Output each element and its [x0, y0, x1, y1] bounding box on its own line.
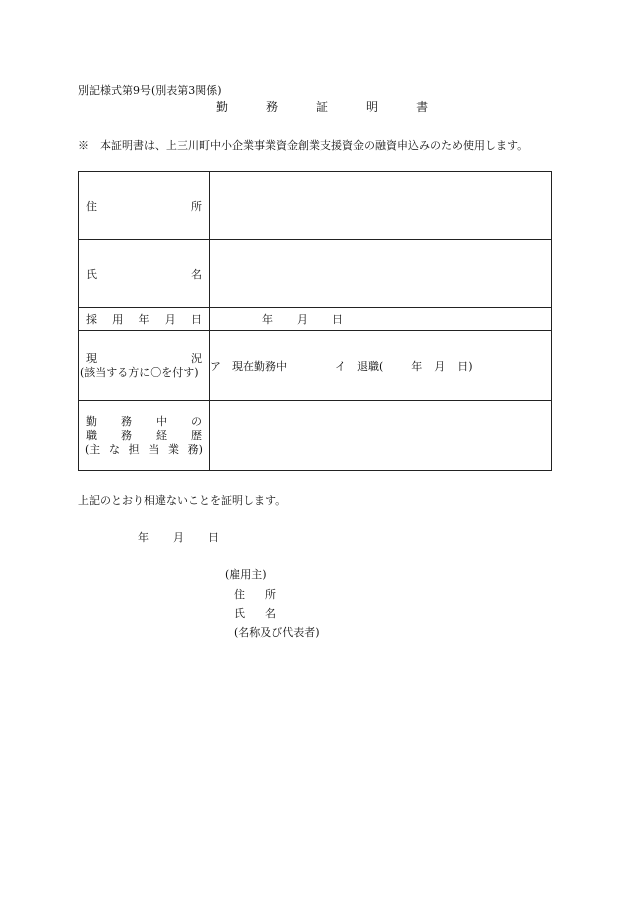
date-unit: 日 — [332, 313, 343, 326]
label-char: 採 — [86, 313, 97, 326]
label-char: 職 — [86, 428, 97, 442]
name-field[interactable] — [210, 240, 552, 308]
date-unit: 年 — [138, 531, 149, 544]
date-unit: 月 — [173, 531, 184, 544]
title-char: 明 — [366, 100, 379, 114]
label-char: 年 — [138, 313, 150, 326]
employer-name-note: (名称及び代表者) — [234, 626, 320, 639]
label-char: 住 — [234, 588, 245, 601]
label-char: (主 — [85, 442, 101, 456]
form-number: 別記様式第9号(別表第3関係) — [78, 84, 222, 97]
date-unit: 年 — [262, 313, 273, 326]
certificate-table — [78, 171, 552, 471]
title-char: 証 — [316, 100, 329, 114]
label-char: 所 — [265, 588, 276, 601]
table-row — [79, 172, 552, 240]
status-option-retired[interactable]: イ 退職( — [335, 359, 384, 373]
label-char: 名 — [191, 267, 202, 281]
label-char: 況 — [191, 351, 202, 365]
table-row — [79, 331, 552, 401]
label-char: 務) — [187, 442, 203, 456]
employer-heading: (雇用主) — [225, 568, 267, 581]
status-label-cell — [79, 331, 210, 401]
label-char: の — [191, 414, 202, 428]
label-char: 務 — [121, 414, 132, 428]
label-char: 月 — [164, 313, 176, 326]
label-char: 担 — [128, 442, 140, 456]
label-char: 勤 — [86, 414, 97, 428]
label-char: 用 — [112, 313, 124, 326]
label-char: 務 — [121, 428, 132, 442]
label-char: 住 — [86, 199, 97, 213]
label-char: 氏 — [86, 267, 97, 281]
hire-date-label-cell — [79, 308, 210, 331]
date-unit: 月 — [297, 313, 308, 326]
career-label-cell — [79, 401, 210, 471]
usage-note: ※ 本証明書は、上三川町中小企業事業資金創業支援資金の融資申込みのため使用します。 — [78, 139, 529, 152]
employer-address[interactable] — [234, 586, 276, 602]
date-unit: 月 — [434, 359, 446, 373]
label-char: 名 — [265, 607, 276, 620]
label-char: な — [108, 442, 120, 456]
status-field[interactable] — [210, 331, 552, 401]
employer-name[interactable] — [234, 605, 276, 621]
label-char: 氏 — [234, 607, 245, 620]
address-label-cell — [79, 172, 210, 240]
date-unit: 日) — [457, 359, 473, 373]
label-char: 日 — [191, 313, 202, 326]
label-char: 所 — [191, 199, 202, 213]
document-title — [216, 98, 428, 115]
date-unit: 年 — [411, 359, 423, 373]
name-label-cell — [79, 240, 210, 308]
career-field[interactable] — [210, 401, 552, 471]
status-option-current[interactable]: ア 現在勤務中 — [210, 359, 287, 373]
title-char: 務 — [266, 100, 279, 114]
label-char: 現 — [86, 351, 97, 365]
table-row — [79, 401, 552, 471]
hire-date-field[interactable] — [210, 308, 552, 331]
label-char: 中 — [156, 414, 167, 428]
table-row — [79, 240, 552, 308]
label-char: 経 — [156, 428, 167, 442]
date-unit: 日 — [208, 531, 219, 544]
label-char: 当 — [148, 442, 160, 456]
title-char: 書 — [416, 100, 429, 114]
certify-statement: 上記のとおり相違ないことを証明します。 — [78, 494, 287, 507]
title-char: 勤 — [216, 100, 229, 114]
certify-date[interactable] — [138, 529, 219, 545]
label-char: 業 — [167, 442, 179, 456]
address-field[interactable] — [210, 172, 552, 240]
status-label-note: (該当する方に〇を付す) — [80, 365, 199, 379]
table-row — [79, 308, 552, 331]
label-char: 歴 — [191, 428, 202, 442]
